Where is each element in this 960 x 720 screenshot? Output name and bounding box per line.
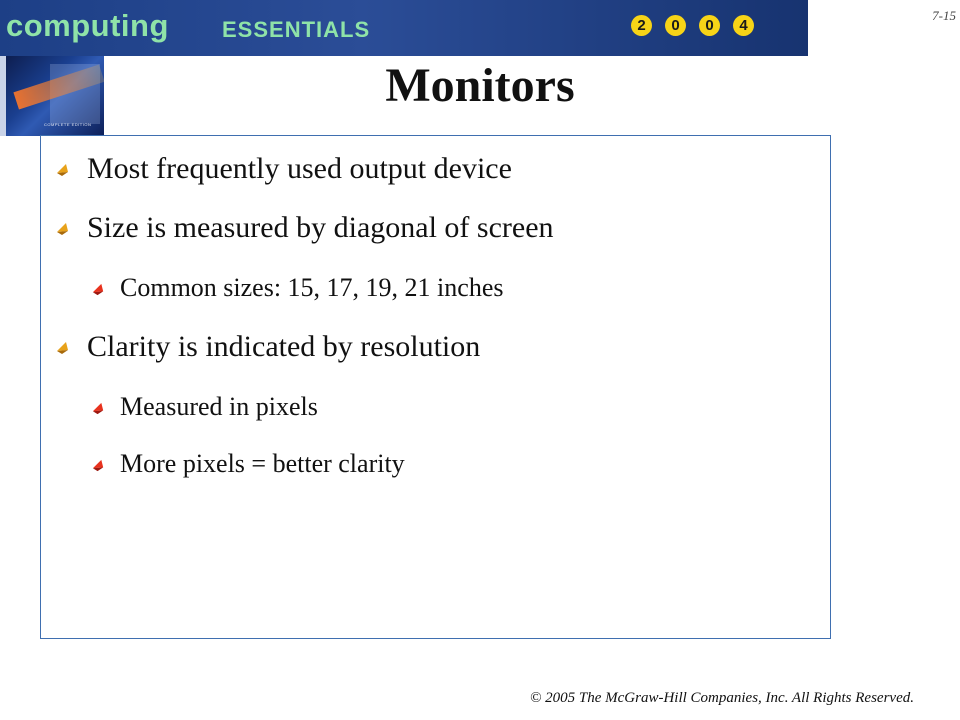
bullet-item — [55, 330, 480, 364]
orange-arrow-bullet-icon — [55, 220, 71, 236]
header-banner — [0, 0, 808, 56]
bullet-item — [91, 273, 503, 303]
bullet-text: Most frequently used output device — [87, 152, 512, 185]
bullet-item — [55, 152, 512, 186]
year-digit-badge: 2 — [631, 15, 652, 36]
slide-number: 7-15 — [932, 8, 956, 23]
red-arrow-bullet-icon — [91, 457, 106, 472]
orange-arrow-bullet-icon — [55, 161, 71, 177]
year-digit-badge: 0 — [699, 15, 720, 36]
content-box — [40, 135, 831, 639]
brand-computing: computing — [6, 8, 169, 43]
bullet-text: Size is measured by diagonal of screen — [87, 211, 554, 244]
bullet-text: More pixels = better clarity — [120, 449, 405, 478]
year-digit-badge: 4 — [733, 15, 754, 36]
orange-arrow-bullet-icon — [55, 339, 71, 355]
bullet-item — [55, 211, 554, 245]
red-arrow-bullet-icon — [91, 281, 106, 296]
bullet-text: Clarity is indicated by resolution — [87, 330, 481, 363]
red-arrow-bullet-icon — [91, 400, 106, 415]
copyright-footer: © 2005 The McGraw-Hill Companies, Inc. All Rights Reserved. — [530, 690, 914, 706]
bullet-text: Common sizes: 15, 17, 19, 21 inches — [120, 273, 504, 302]
bullet-text: Measured in pixels — [120, 392, 318, 421]
bullet-item — [91, 449, 405, 479]
year-digit-badge: 0 — [665, 15, 686, 36]
cover-text: COMPLETE EDITION — [44, 122, 92, 127]
slide-title: Monitors — [385, 59, 575, 112]
brand-essentials: ESSENTIALS — [222, 17, 371, 42]
bullet-item — [91, 392, 318, 422]
year-badges — [631, 15, 754, 36]
